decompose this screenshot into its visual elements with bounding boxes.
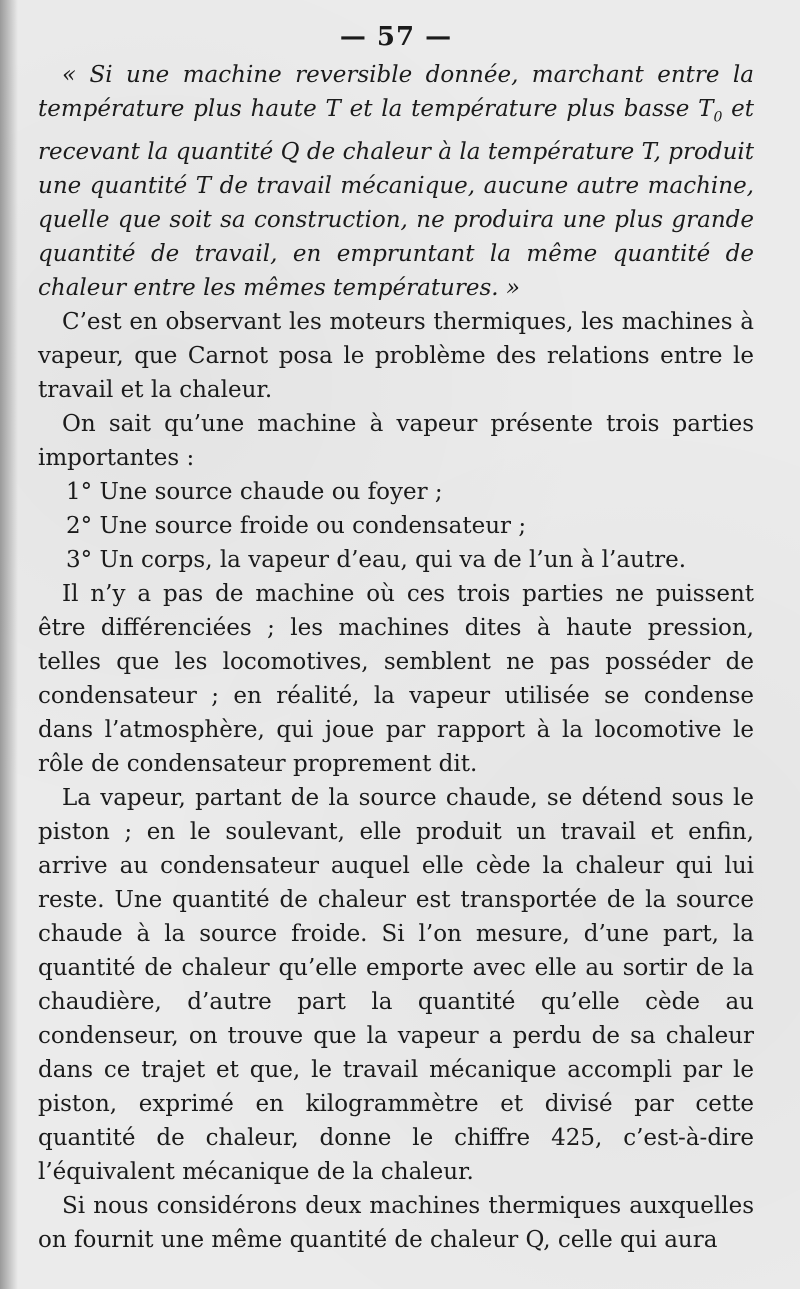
- quote-text-end: et recevant la quantité Q de chaleur à la température T, produit une quantité T de travail mécanique, aucune autre machine, quelle que soit sa construction, ne produira une plus grande quantité de travail, en empruntant la même quantité de chaleur entre les mêmes températures. »: [38, 96, 754, 301]
- page-binding-shadow: [0, 0, 18, 1289]
- carnot-principle-quote: [38, 58, 754, 305]
- page-body: [38, 58, 754, 1257]
- paragraph-locomotives: Il n’y a pas de machine où ces trois parties ne puissent être différenciées ; les machines dites à haute pression, telles que les locomotives, semblent ne pas posséder de condensateur ; en réalité, la vapeur utilisée se condense dans l’atmosphère, qui joue par rapport à la locomotive le rôle de condensateur proprement dit.: [38, 580, 754, 777]
- page-number: — 57 —: [339, 22, 453, 52]
- list-item: 2° Une source froide ou condensateur ;: [66, 512, 527, 539]
- paragraph-vapeur: La vapeur, partant de la source chaude, se détend sous le piston ; en le soulevant, elle produit un travail et enfin, arrive au condensateur auquel elle cède la chaleur qui lui reste. Une quantité de chaleur est transportée de la source chaude à la source froide. Si l’on mesure, d’une part, la quantité de chaleur qu’elle emporte avec elle au sortir de la chaudière, d’autre part la quantité qu’elle cède au condenseur, on trouve que la vapeur a perdu de sa chaleur dans ce trajet et que, le travail mécanique accompli par le piston, exprimé en kilogrammètre et divisé par cette quantité de chaleur, donne le chiffre 425, c’est-à-dire l’équivalent mécanique de la chaleur.: [38, 784, 754, 1185]
- paragraph-intro: On sait qu’une machine à vapeur présente trois parties importantes :: [38, 410, 754, 471]
- paragraph-carnot: C’est en observant les moteurs thermiques, les machines à vapeur, que Carnot posa le problème des relations entre le travail et la chaleur.: [38, 308, 754, 403]
- quote-text-start: « Si une machine reversible donnée, marchant entre la température plus haute T et la température plus basse T: [38, 62, 754, 122]
- list-item: 3° Un corps, la vapeur d’eau, qui va de l’un à l’autre.: [66, 546, 687, 573]
- paragraph-deux-machines: Si nous considérons deux machines thermiques auxquelles on fournit une même quantité de chaleur Q, celle qui aura: [38, 1192, 754, 1253]
- quote-subscript: 0: [713, 109, 723, 126]
- list-item: 1° Une source chaude ou foyer ;: [66, 478, 443, 505]
